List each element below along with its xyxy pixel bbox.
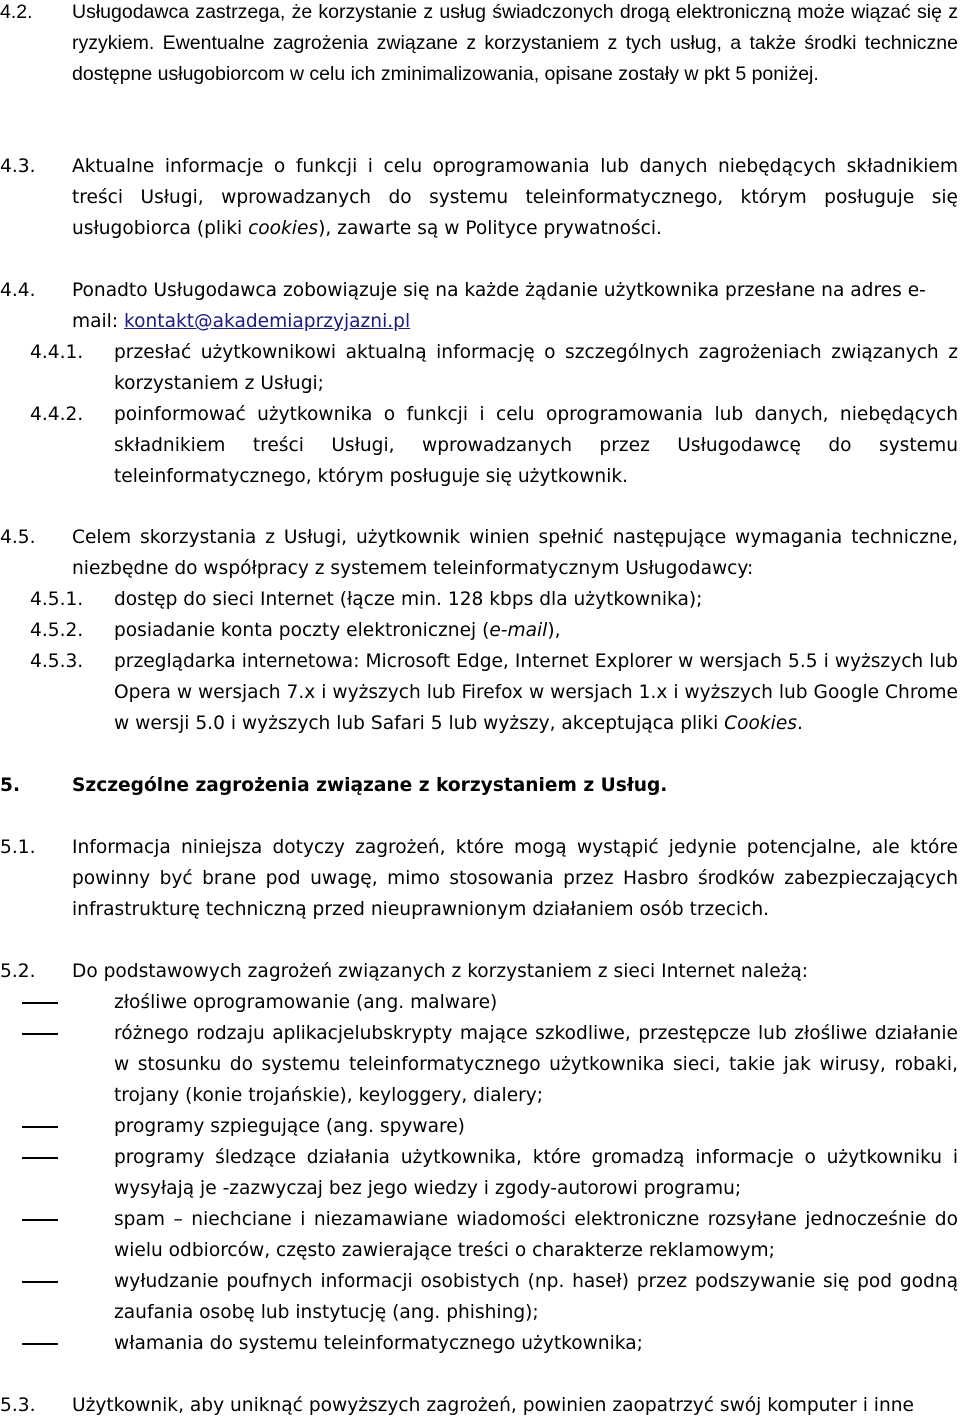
emphasis-text: Cookies — [724, 713, 797, 734]
list-item — [0, 1204, 958, 1266]
subsection-text-end: . — [796, 713, 803, 734]
paragraph-text: Aktualne informacje o funkcji i celu oprogramowania lub danych niebędących składnikiem treści Usługi, wprowadzanych do systemu teleinformatycznego, którym posługuje się usługobiorca (pliki — [72, 156, 958, 239]
section-5-heading — [0, 770, 958, 801]
paragraph-text: Ponadto Usługodawca zobowiązuje się na każde żądanie użytkownika przesłane na adres e-mail: — [72, 280, 926, 332]
subsection-text: posiadanie konta poczty elektronicznej ( — [114, 620, 490, 641]
emphasis-text: cookies — [248, 218, 319, 239]
subsection-text: dostęp do sieci Internet (łącze min. 128 kbps dla użytkownika); — [114, 589, 703, 610]
subsection-number: 4.5.1. — [30, 589, 84, 610]
paragraph-text: Celem skorzystania z Usługi, użytkownik winien spełnić następujące wymagania techniczne, niezbędne do współpracy z systemem teleinformatycznym Usługodawcy: — [72, 527, 958, 579]
section-number: 5.3. — [0, 1395, 36, 1416]
section-number: 4.5. — [0, 527, 36, 548]
list-item-text: różnego rodzaju aplikacjelubskrypty mające szkodliwe, przestępcze lub złośliwe działanie w stosunku do systemu teleinformatycznego użytkownika sieci, takie jak wirusy, robaki, trojany (konie trojańskie), keyloggery, dialery; — [114, 1023, 958, 1106]
section-number: 4.4. — [0, 280, 36, 301]
subsection-text-end: ), — [547, 620, 561, 641]
section-number: 5.2. — [0, 961, 36, 982]
section-number: 5.1. — [0, 837, 36, 858]
section-number: 4.2. — [0, 1, 33, 23]
section-5-2 — [0, 956, 958, 1359]
list-item-text: programy szpiegujące (ang. spyware) — [114, 1116, 465, 1137]
email-link[interactable]: kontakt@akademiaprzyjazni.pl — [124, 311, 411, 332]
section-5-1 — [0, 832, 958, 925]
section-number: 4.3. — [0, 156, 36, 177]
emphasis-text: e-mail — [489, 620, 548, 641]
list-item — [0, 1328, 958, 1359]
section-number: 5. — [0, 775, 21, 796]
paragraph-text: Do podstawowych zagrożeń związanych z korzystaniem z sieci Internet należą: — [72, 961, 809, 982]
paragraph-text: Usługodawca zastrzega, że korzystanie z usług świadczonych drogą elektroniczną może wiązać się z ryzykiem. Ewentualne zagrożenia związane z korzystaniem z tych usług, a także środki techniczne dostępne usługobiorcom w celu ich zminimalizowania, opisane zostały w pkt 5 poniżej. — [72, 1, 958, 85]
list-item — [0, 987, 958, 1018]
subsection-text: przeglądarka internetowa: Microsoft Edge, Internet Explorer w wersjach 5.5 i wyższych lub Opera w wersjach 7.x i wyższych lub Firefox w wersjach 1.x i wyższych lub Google Chrome w wersji 5.0 i wyższych lub Safari 5 lub wyższy, akceptująca pliki — [114, 651, 958, 734]
paragraph-text: Użytkownik, aby uniknąć powyższych zagrożeń, powinien zaopatrzyć swój komputer i inne — [72, 1395, 914, 1416]
section-4-4 — [0, 275, 958, 492]
paragraph-text: Informacja niniejsza dotyczy zagrożeń, które mogą wystąpić jedynie potencjalne, ale które powinny być brane pod uwagę, mimo stosowania przez Hasbro środków zabezpieczających infrastrukturę techniczną przed nieuprawnionym działaniem osób trzecich. — [72, 837, 958, 920]
section-title: Szczególne zagrożenia związane z korzystaniem z Usług. — [72, 775, 668, 796]
subsection-number: 4.5.2. — [30, 620, 84, 641]
paragraph-text-end: ), zawarte są w Polityce prywatności. — [318, 218, 662, 239]
list-item — [0, 1266, 958, 1328]
list-item-text: złośliwe oprogramowanie (ang. malware) — [114, 992, 498, 1013]
list-item-text: włamania do systemu teleinformatycznego użytkownika; — [114, 1333, 643, 1354]
subsection-text: poinformować użytkownika o funkcji i celu oprogramowania lub danych, niebędących składnikiem treści Usługi, wprowadzanych przez Usługodawcę do systemu teleinformatycznego, którym posługuje się użytkownik. — [114, 404, 958, 487]
list-item-text: spam – niechciane i niezamawiane wiadomości elektroniczne rozsyłane jednocześnie do wielu odbiorców, często zawierające treści o charakterze reklamowym; — [114, 1209, 958, 1261]
section-4-3 — [0, 151, 958, 244]
subsection-number: 4.4.1. — [30, 342, 84, 363]
section-4-2 — [0, 0, 958, 90]
list-item — [0, 1142, 958, 1204]
subsection-number: 4.5.3. — [30, 651, 84, 672]
list-item — [0, 1111, 958, 1142]
list-item-text: programy śledzące działania użytkownika, które gromadzą informacje o użytkowniku i wysyłają je -zazwyczaj bez jego wiedzy i zgody-autorowi programu; — [114, 1147, 958, 1199]
section-5-3 — [0, 1390, 958, 1421]
list-item-text: wyłudzanie poufnych informacji osobistych (np. haseł) przez podszywanie się pod godną zaufania osobę lub instytucję (ang. phishing); — [114, 1271, 958, 1323]
list-item — [0, 1018, 958, 1111]
section-4-5 — [0, 522, 958, 739]
subsection-text: przesłać użytkownikowi aktualną informację o szczególnych zagrożeniach związanych z korzystaniem z Usługi; — [114, 342, 958, 394]
subsection-number: 4.4.2. — [30, 404, 84, 425]
